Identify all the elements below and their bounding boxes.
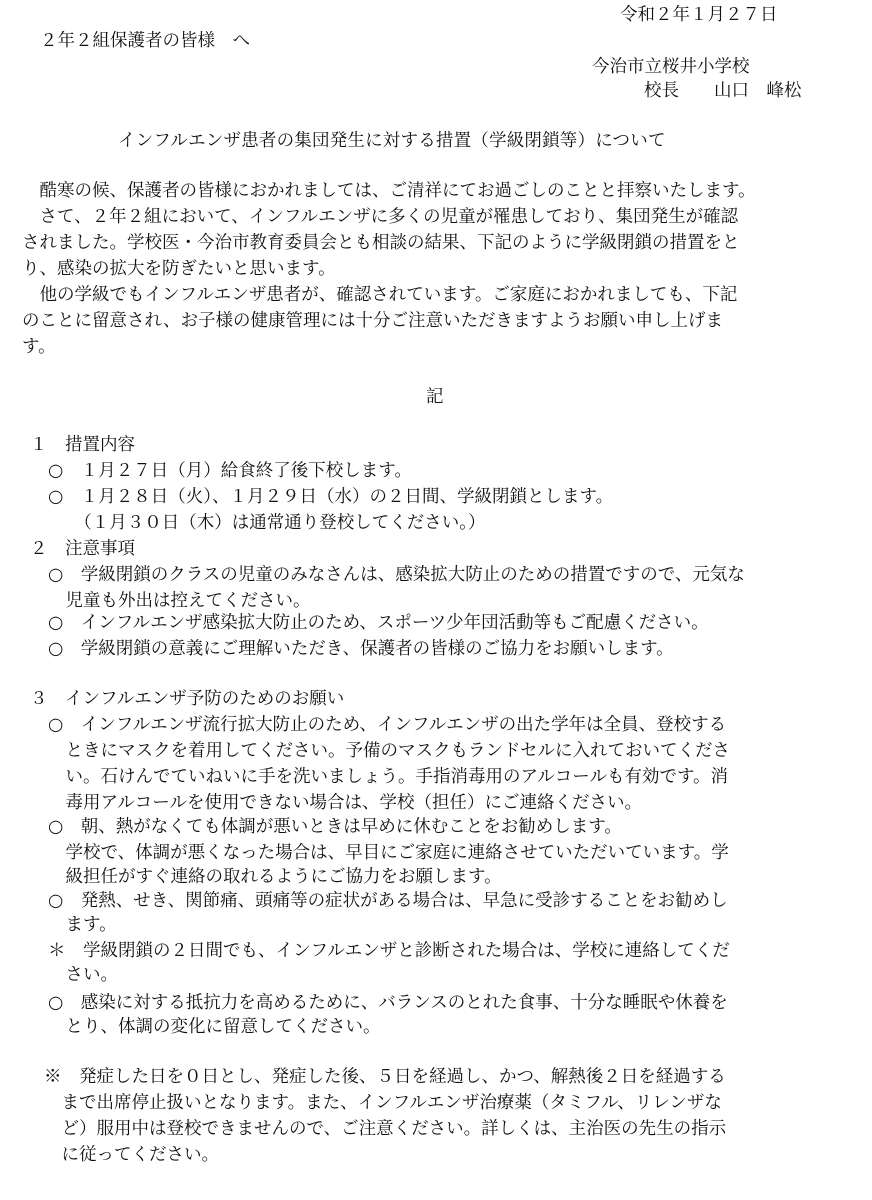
list-item: ＊ 学級閉鎖の２日間でも、インフルエンザと診断された場合は、学校に連絡してくだ xyxy=(48,941,730,961)
list-item: 児童も外出は控えてください。 xyxy=(48,591,311,611)
section-heading: ２ 注意事項 xyxy=(30,539,135,559)
school-name: 今治市立桜井小学校 xyxy=(592,57,750,77)
principal-name: 校長 山口 峰松 xyxy=(644,81,802,101)
note-line: ※ 発症した日を０日とし、発症した後、５日を経過し、かつ、解熱後２日を経過する xyxy=(44,1067,726,1087)
list-item: ○ インフルエンザ流行拡大防止のため、インフルエンザの出た学年は全員、登校する xyxy=(48,715,727,735)
list-item: さい。 xyxy=(48,965,118,985)
section-heading: １ 措置内容 xyxy=(30,435,135,455)
list-item: 学校で、体調が悪くなった場合は、早目にご家庭に連絡させていただいています。学 xyxy=(48,843,729,863)
intro-line: のことに留意され、お子様の健康管理には十分ご注意いただきますようお願い申し上げま xyxy=(22,311,724,331)
list-item: ○ 朝、熱がなくても体調が悪いときは早めに休むことをお勧めします。 xyxy=(48,817,622,837)
intro-line: 他の学級でもインフルエンザ患者が、確認されています。ご家庭におかれましても、下記 xyxy=(22,285,738,305)
list-item: 毒用アルコールを使用できない場合は、学校（担任）にご連絡ください。 xyxy=(48,793,642,813)
list-item: ○ １月２７日（月）給食終了後下校します。 xyxy=(48,461,412,481)
section-heading: ３ インフルエンザ予防のためのお願い xyxy=(30,689,345,709)
list-item: 級担任がすぐ連絡の取れるようにご協力をお願します。 xyxy=(48,867,502,887)
intro-line: さて、２年２組において、インフルエンザに多くの児童が罹患しており、集団発生が確認 xyxy=(22,207,739,227)
list-item: ○ 学級閉鎖のクラスの児童のみなさんは、感染拡大防止のための措置ですので、元気な xyxy=(48,565,745,585)
list-item: ときにマスクを着用してください。予備のマスクもランドセルに入れておいてくださ xyxy=(48,741,730,761)
list-item: ○ 発熱、せき、関節痛、頭痛等の症状がある場合は、早急に受診することをお勧めし xyxy=(48,891,728,911)
list-item: （１月３０日（木）は通常通り登校してください。） xyxy=(48,513,486,533)
notice-title: インフルエンザ患者の集団発生に対する措置（学級閉鎖等）について xyxy=(118,131,666,151)
list-item: とり、体調の変化に留意してください。 xyxy=(48,1017,381,1037)
list-item: ○ 学級閉鎖の意義にご理解いただき、保護者の皆様のご協力をお願いします。 xyxy=(48,639,674,659)
recipient-line: ２年２組保護者の皆様 へ xyxy=(40,31,250,51)
intro-line: 酷寒の候、保護者の皆様におかれましては、ご清祥にてお過ごしのことと拝察いたします。 xyxy=(22,181,756,201)
note-line: に従ってください。 xyxy=(44,1145,219,1165)
list-item: ○ インフルエンザ感染拡大防止のため、スポーツ少年団活動等もご配慮ください。 xyxy=(48,613,709,633)
document-date: 令和２年１月２７日 xyxy=(620,5,778,25)
note-line: まで出席停止扱いとなります。また、インフルエンザ治療薬（タミフル、リレンザな xyxy=(44,1093,722,1113)
list-item: ○ １月２８日（火）、１月２９日（水）の２日間、学級閉鎖とします。 xyxy=(48,487,614,507)
intro-line: り、感染の拡大を防ぎたいと思います。 xyxy=(22,259,336,279)
ki-marker: 記 xyxy=(426,387,444,407)
list-item: ○ 感染に対する抵抗力を高めるために、バランスのとれた食事、十分な睡眠や休養を xyxy=(48,993,728,1013)
list-item: ます。 xyxy=(48,915,117,935)
list-item: い。石けんでていねいに手を洗いましょう。手指消毒用のアルコールも有効です。消 xyxy=(48,767,729,787)
intro-line: す。 xyxy=(22,337,56,357)
note-line: ど）服用中は登校できませんので、ご注意ください。詳しくは、主治医の先生の指示 xyxy=(44,1119,727,1139)
intro-line: されました。学校医・今治市教育委員会とも相談の結果、下記のように学級閉鎖の措置をと xyxy=(22,233,740,253)
